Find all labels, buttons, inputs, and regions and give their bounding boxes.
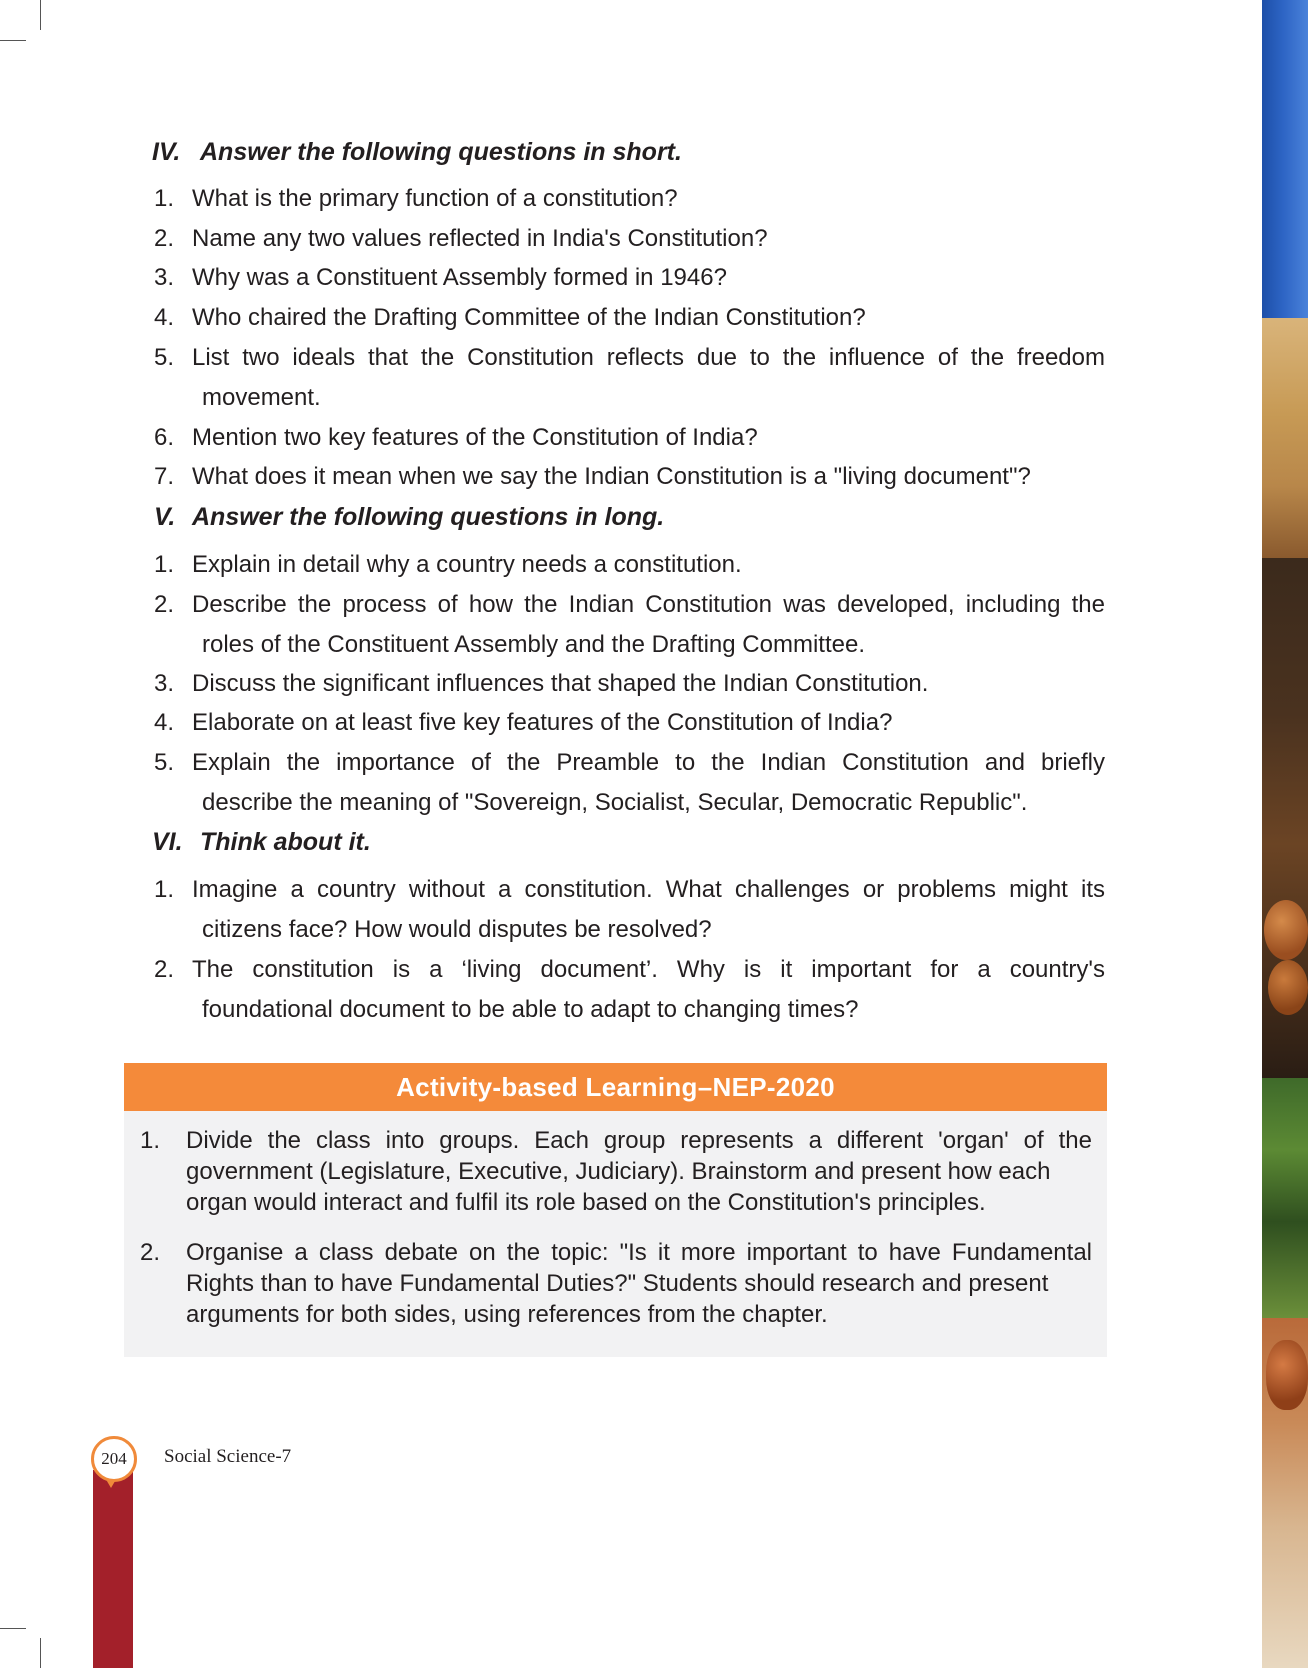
- question-number: 5.: [154, 344, 175, 371]
- section-number: IV.: [152, 138, 181, 166]
- question-number: 3.: [154, 670, 175, 697]
- crop-mark: [0, 40, 26, 41]
- section-heading-short: [152, 138, 682, 167]
- question-text-continued: movement.: [202, 384, 321, 411]
- question-number: 1.: [154, 185, 175, 212]
- question-text: Imagine a country without a constitution. What challenges or problems might its: [192, 876, 1105, 903]
- activity-header: [124, 1063, 1107, 1111]
- question-text: Describe the process of how the Indian Constitution was developed, including the: [192, 591, 1105, 618]
- activity-text: arguments for both sides, using references from the chapter.: [186, 1301, 828, 1328]
- decorative-side-photo: [1262, 0, 1308, 1668]
- section-title: Answer the following questions in long.: [192, 503, 665, 531]
- activity-text: organ would interact and fulfil its role based on the Constitution's principles.: [186, 1189, 986, 1216]
- question-number: 1.: [154, 876, 175, 903]
- question-text: Who chaired the Drafting Committee of the Indian Constitution?: [192, 304, 866, 331]
- page-number: 204: [101, 1449, 127, 1468]
- question-item: [154, 585, 1105, 665]
- activity-text: Organise a class debate on the topic: "Is it more important to have Fundamental: [186, 1239, 1092, 1266]
- question-text: Mention two key features of the Constitution of India?: [192, 424, 758, 451]
- question-text: Explain the importance of the Preamble to the Indian Constitution and briefly: [192, 749, 1105, 776]
- question-text: What is the primary function of a constitution?: [192, 185, 678, 212]
- question-item: [154, 219, 1105, 259]
- question-text: The constitution is a ‘living document’. Why is it important for a country's: [192, 956, 1105, 983]
- question-number: 7.: [154, 463, 175, 490]
- question-text: List two ideals that the Constitution reflects due to the influence of the freedom: [192, 344, 1105, 371]
- activity-text: Divide the class into groups. Each group represents a different 'organ' of the: [186, 1127, 1092, 1154]
- crop-mark: [0, 1628, 26, 1629]
- question-item: [154, 179, 1105, 219]
- section-number: V.: [154, 503, 176, 531]
- activity-item: [140, 1237, 1092, 1330]
- activity-title: Activity-based Learning–NEP-2020: [396, 1071, 835, 1102]
- question-number: 2.: [154, 956, 175, 983]
- question-text-continued: citizens face? How would disputes be resolved?: [202, 916, 712, 943]
- question-text-continued: foundational document to be able to adapt to changing times?: [202, 996, 859, 1023]
- question-text: Why was a Constituent Assembly formed in 1946?: [192, 264, 727, 291]
- question-text-continued: roles of the Constituent Assembly and the Drafting Committee.: [202, 631, 865, 658]
- activity-number: 2.: [140, 1239, 161, 1266]
- section-heading-long: [154, 503, 664, 532]
- question-text: Elaborate on at least five key features of the Constitution of India?: [192, 709, 893, 736]
- section-title: Think about it.: [200, 828, 371, 856]
- activity-text: government (Legislature, Executive, Judiciary). Brainstorm and present how each: [186, 1158, 1051, 1185]
- question-item: [154, 418, 1105, 458]
- section-number: VI.: [152, 828, 183, 856]
- question-text: Name any two values reflected in India's Constitution?: [192, 225, 768, 252]
- activity-number: 1.: [140, 1127, 161, 1154]
- question-number: 5.: [154, 749, 175, 776]
- question-number: 6.: [154, 424, 175, 451]
- question-item: [154, 298, 1105, 338]
- question-item: [154, 664, 1105, 704]
- question-number: 4.: [154, 709, 175, 736]
- question-number: 3.: [154, 264, 175, 291]
- page-number-badge: [91, 1436, 137, 1482]
- question-text: Explain in detail why a country needs a constitution.: [192, 551, 742, 578]
- crop-mark: [40, 1638, 41, 1668]
- section-heading-think: [152, 828, 371, 857]
- section-title: Answer the following questions in short.: [200, 138, 682, 166]
- book-title: Social Science-7: [164, 1446, 292, 1467]
- question-item: [154, 703, 1105, 743]
- question-number: 4.: [154, 304, 175, 331]
- question-number: 1.: [154, 551, 175, 578]
- question-item: [154, 258, 1105, 298]
- question-text-continued: describe the meaning of "Sovereign, Socialist, Secular, Democratic Republic".: [202, 789, 1028, 816]
- question-text: What does it mean when we say the Indian Constitution is a "living document"?: [192, 463, 1031, 490]
- question-number: 2.: [154, 225, 175, 252]
- footer-bar: [93, 1470, 133, 1668]
- activity-text: Rights than to have Fundamental Duties?" Students should research and present: [186, 1270, 1049, 1297]
- question-item: [154, 950, 1105, 1030]
- question-number: 2.: [154, 591, 175, 618]
- activity-item: [140, 1125, 1092, 1218]
- question-item: [154, 870, 1105, 950]
- question-text: Discuss the significant influences that shaped the Indian Constitution.: [192, 670, 929, 697]
- question-item: [154, 457, 1105, 497]
- crop-mark: [40, 0, 41, 30]
- question-item: [154, 545, 1105, 585]
- question-item: [154, 338, 1105, 418]
- question-item: [154, 743, 1105, 823]
